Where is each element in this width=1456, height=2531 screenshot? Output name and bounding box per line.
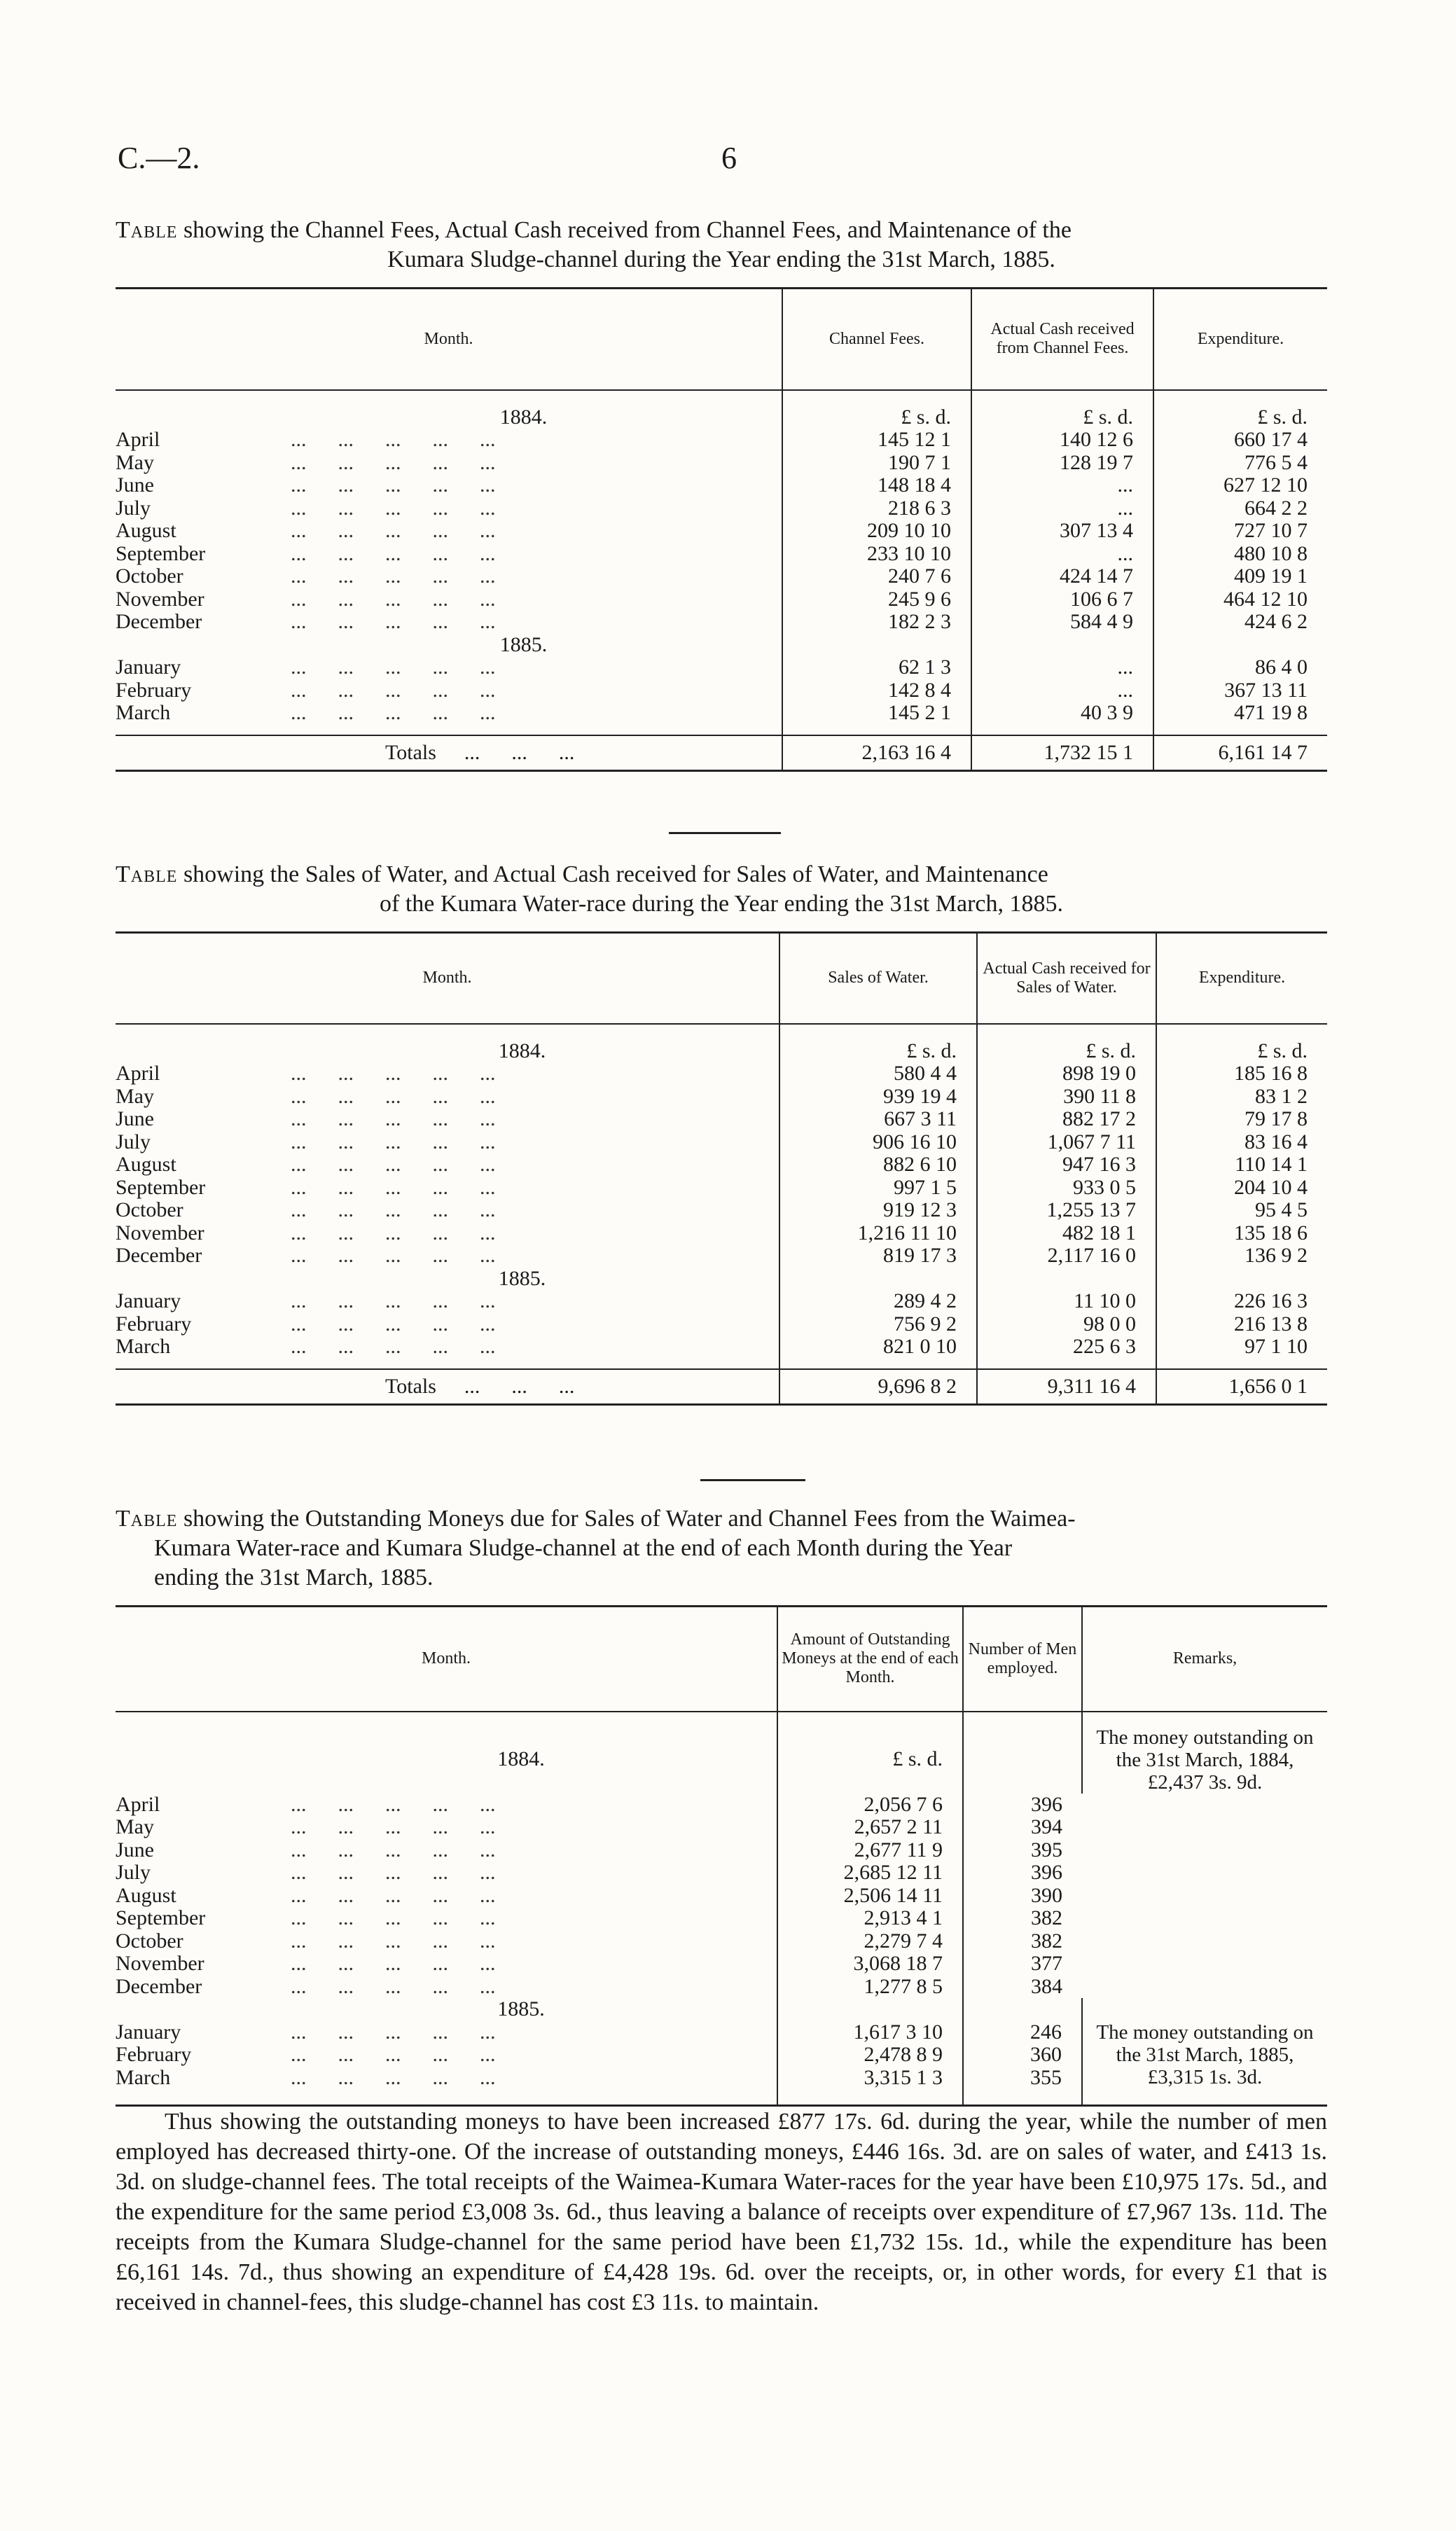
- value-cell: 947 16 3: [977, 1153, 1156, 1177]
- col-header-actual-cash: Actual Cash received for Sales of Water.: [977, 933, 1156, 1024]
- table1-title-line2: Kumara Sludge-channel during the Year ending the 31st March, 1885.: [387, 247, 1055, 272]
- month-name: September: [116, 541, 206, 565]
- table-row: [116, 1086, 1327, 1109]
- value-cell: 997 1 5: [779, 1177, 977, 1200]
- month-cell: [116, 1794, 777, 1817]
- unit-label: £ s. d.: [779, 1040, 977, 1063]
- value-cell: ...: [971, 543, 1153, 566]
- table-row: [116, 2021, 1327, 2044]
- table-row: [116, 1885, 1327, 1908]
- month-name: March: [116, 701, 171, 724]
- unit-label: £ s. d.: [777, 1726, 963, 1794]
- month-name: May: [116, 450, 154, 474]
- leader-dots: ... ... ... ... ...: [291, 1130, 496, 1153]
- value-cell: 2,506 14 11: [777, 1885, 963, 1908]
- month-cell: [116, 1907, 777, 1930]
- table1-title: [116, 216, 1327, 275]
- year-label: 1885.: [497, 1997, 545, 2020]
- value-cell: 145 12 1: [782, 429, 971, 452]
- total-actual-cash: 1,732 15 1: [971, 735, 1153, 771]
- table-row: [116, 1953, 1327, 1976]
- leader-dots: ... ... ... ... ...: [291, 1153, 496, 1176]
- value-cell: 140 12 6: [971, 429, 1153, 452]
- total-expenditure: 6,161 14 7: [1153, 735, 1327, 771]
- value-cell: 97 1 10: [1156, 1336, 1327, 1359]
- table3-title-rest: showing the Outstanding Moneys due for Sales of Water and Channel Fees from the Waimea-: [177, 1506, 1076, 1532]
- unit-label: £ s. d.: [1153, 406, 1327, 429]
- month-name: June: [116, 1838, 154, 1861]
- table-row: [116, 1062, 1327, 1086]
- total-sales-of-water: 9,696 8 2: [779, 1369, 977, 1405]
- document-code: C.—2.: [118, 141, 200, 175]
- page-number: 6: [721, 141, 737, 175]
- table-row: [116, 452, 1327, 475]
- month-cell: [116, 452, 782, 475]
- value-cell: 1,617 3 10: [777, 2021, 963, 2044]
- leader-dots: ... ... ... ... ...: [291, 519, 496, 542]
- month-cell: [116, 1861, 777, 1885]
- col-header-men-employed: Number of Men employed.: [963, 1607, 1082, 1712]
- table-row: [116, 1153, 1327, 1177]
- table-row: [116, 520, 1327, 543]
- table-row: [116, 679, 1327, 702]
- value-cell: 11 10 0: [977, 1290, 1156, 1313]
- month-name: December: [116, 610, 202, 633]
- total-expenditure: 1,656 0 1: [1156, 1369, 1327, 1405]
- value-cell: 1,255 13 7: [977, 1199, 1156, 1222]
- month-name: March: [116, 2065, 171, 2089]
- table-row: [116, 565, 1327, 588]
- col-header-expenditure: Expenditure.: [1153, 289, 1327, 390]
- value-cell: 2,117 16 0: [977, 1244, 1156, 1268]
- month-name: May: [116, 1815, 154, 1838]
- value-cell: 819 17 3: [779, 1244, 977, 1268]
- leader-dots: ... ... ... ... ...: [291, 1175, 496, 1199]
- month-cell: [116, 1086, 779, 1109]
- value-cell: 2,677 11 9: [777, 1839, 963, 1862]
- table-row: [116, 1177, 1327, 1200]
- value-cell: 225 6 3: [977, 1336, 1156, 1359]
- month-name: July: [116, 1130, 151, 1153]
- value-cell: 360: [963, 2044, 1082, 2067]
- value-cell: 756 9 2: [779, 1313, 977, 1336]
- value-cell: 83 1 2: [1156, 1086, 1327, 1109]
- value-cell: 660 17 4: [1153, 429, 1327, 452]
- value-cell: 627 12 10: [1153, 474, 1327, 497]
- value-cell: 664 2 2: [1153, 497, 1327, 520]
- table3-title: [116, 1504, 1327, 1593]
- month-cell: [116, 611, 782, 634]
- value-cell: 882 17 2: [977, 1108, 1156, 1131]
- col-header-sales-of-water: Sales of Water.: [779, 933, 977, 1024]
- leader-dots: ... ... ... ... ...: [291, 1244, 496, 1267]
- value-cell: 135 18 6: [1156, 1222, 1327, 1245]
- year-label: 1884.: [498, 1039, 546, 1062]
- month-name: January: [116, 2020, 181, 2044]
- value-cell: ...: [971, 474, 1153, 497]
- month-name: April: [116, 1792, 160, 1816]
- month-cell: [116, 1885, 777, 1908]
- table2-title: [116, 860, 1327, 919]
- value-cell: 289 4 2: [779, 1290, 977, 1313]
- month-name: July: [116, 1861, 151, 1884]
- section-divider: [700, 1479, 805, 1481]
- month-cell: [116, 1153, 779, 1177]
- value-cell: 382: [963, 1907, 1082, 1930]
- table-row: [116, 1794, 1327, 1817]
- unit-label: £ s. d.: [782, 406, 971, 429]
- leader-dots: ... ... ... ... ...: [291, 678, 496, 702]
- leader-dots: ... ... ... ... ...: [291, 1792, 496, 1816]
- value-cell: 395: [963, 1839, 1082, 1862]
- leader-dots: ... ... ... ... ...: [291, 564, 496, 588]
- month-name: June: [116, 1107, 154, 1130]
- table-row: [116, 1839, 1327, 1862]
- col-header-remarks: Remarks,: [1082, 1607, 1327, 1712]
- value-cell: 185 16 8: [1156, 1062, 1327, 1086]
- value-cell: 377: [963, 1953, 1082, 1976]
- value-cell: 390 11 8: [977, 1086, 1156, 1109]
- col-header-month: Month.: [116, 933, 779, 1024]
- value-cell: 233 10 10: [782, 543, 971, 566]
- month-cell: [116, 1199, 779, 1222]
- value-cell: 409 19 1: [1153, 565, 1327, 588]
- month-name: February: [116, 2043, 192, 2066]
- value-cell: 727 10 7: [1153, 520, 1327, 543]
- leader-dots: ... ... ... ... ...: [291, 701, 496, 724]
- table-row: [116, 1976, 1327, 1999]
- month-name: February: [116, 1312, 192, 1336]
- value-cell: 3,068 18 7: [777, 1953, 963, 1976]
- value-cell: 3,315 1 3: [777, 2067, 963, 2090]
- value-cell: 424 6 2: [1153, 611, 1327, 634]
- leader-dots: ... ... ... ... ...: [291, 473, 496, 497]
- value-cell: 190 7 1: [782, 452, 971, 475]
- value-cell: 204 10 4: [1156, 1177, 1327, 1200]
- table-row: [116, 588, 1327, 611]
- value-cell: 580 4 4: [779, 1062, 977, 1086]
- leader-dots: ... ... ... ... ...: [291, 1952, 496, 1975]
- table-row: [116, 1930, 1327, 1953]
- leader-dots: ... ... ... ... ...: [291, 450, 496, 474]
- value-cell: 240 7 6: [782, 565, 971, 588]
- month-cell: [116, 497, 782, 520]
- month-cell: [116, 1244, 779, 1268]
- summary-paragraph: Thus showing the outstanding moneys to have been increased £877 17s. 6d. during the year, while the number of men employed has decreased thirty-one. Of the increase of outstanding moneys, £446 16s. 3d. are on sales of water, and £413 1s. 3d. on sludge-channel fees. The total receipts of the Waimea-Kumara Water-races for the year have been £10,975 17s. 5d., and the expenditure for the same period £3,008 3s. 6d., thus leaving a balance of receipts over expenditure of £7,967 13s. 11d. The receipts from the Kumara Sludge-channel for the same period have been £1,732 15s. 1d., while the expenditure has been £6,161 14s. 7d., thus showing an expenditure of £4,428 19s. 6d. over the receipts, or, in other words, for every £1 that is received in channel-fees, this sludge-channel has cost £3 11s. to maintain.: [116, 2109, 1327, 2315]
- leader-dots: ... ... ... ... ...: [291, 1861, 496, 1884]
- col-header-outstanding-amount: Amount of Outstanding Moneys at the end of each Month.: [777, 1607, 963, 1712]
- table3-title-lead: Table: [116, 1506, 178, 1532]
- month-name: January: [116, 1289, 181, 1312]
- month-name: May: [116, 1084, 154, 1108]
- month-cell: [116, 2067, 777, 2090]
- outstanding-moneys-table: [116, 1605, 1327, 2107]
- table-row: [116, 1861, 1327, 1885]
- value-cell: 136 9 2: [1156, 1244, 1327, 1268]
- month-cell: [116, 1976, 777, 1999]
- month-name: October: [116, 1929, 183, 1953]
- leader-dots: ... ... ... ... ...: [291, 1062, 496, 1085]
- month-cell: [116, 1131, 779, 1154]
- month-name: July: [116, 496, 151, 520]
- remark-1885: The money outstanding on the 31st March, 1885, £3,315 1s. 3d.: [1082, 2021, 1327, 2090]
- month-cell: [116, 565, 782, 588]
- value-cell: 464 12 10: [1153, 588, 1327, 611]
- value-cell: ...: [971, 679, 1153, 702]
- value-cell: ...: [971, 497, 1153, 520]
- unit-label: £ s. d.: [971, 406, 1153, 429]
- value-cell: 396: [963, 1794, 1082, 1817]
- totals-label: Totals ... ... ...: [116, 1369, 779, 1405]
- month-name: August: [116, 519, 176, 542]
- value-cell: 2,056 7 6: [777, 1794, 963, 1817]
- month-cell: [116, 2021, 777, 2044]
- month-cell: [116, 1108, 779, 1131]
- value-cell: 110 14 1: [1156, 1153, 1327, 1177]
- month-cell: [116, 1062, 779, 1086]
- value-cell: 919 12 3: [779, 1199, 977, 1222]
- month-cell: [116, 1839, 777, 1862]
- value-cell: 148 18 4: [782, 474, 971, 497]
- total-channel-fees: 2,163 16 4: [782, 735, 971, 771]
- month-name: October: [116, 564, 183, 588]
- totals-row: [116, 1369, 1327, 1405]
- value-cell: 2,657 2 11: [777, 1816, 963, 1839]
- value-cell: 424 14 7: [971, 565, 1153, 588]
- table-row: [116, 1290, 1327, 1313]
- value-cell: 898 19 0: [977, 1062, 1156, 1086]
- value-cell: 40 3 9: [971, 702, 1153, 725]
- col-header-month: Month.: [116, 1607, 777, 1712]
- leader-dots: ... ... ... ... ...: [291, 1906, 496, 1929]
- value-cell: 79 17 8: [1156, 1108, 1327, 1131]
- table-row: [116, 611, 1327, 634]
- table-row: [116, 1131, 1327, 1154]
- value-cell: 145 2 1: [782, 702, 971, 725]
- value-cell: 209 10 10: [782, 520, 971, 543]
- month-name: February: [116, 678, 192, 702]
- leader-dots: ... ... ... ... ...: [291, 541, 496, 565]
- channel-fees-table: [116, 287, 1327, 772]
- month-cell: [116, 520, 782, 543]
- leader-dots: ... ... ... ... ...: [291, 2020, 496, 2044]
- value-cell: 821 0 10: [779, 1336, 977, 1359]
- value-cell: 226 16 3: [1156, 1290, 1327, 1313]
- col-header-actual-cash: Actual Cash received from Channel Fees.: [971, 289, 1153, 390]
- value-cell: 307 13 4: [971, 520, 1153, 543]
- totals-row: [116, 735, 1327, 771]
- month-cell: [116, 702, 782, 725]
- value-cell: 906 16 10: [779, 1131, 977, 1154]
- table-row: [116, 1108, 1327, 1131]
- leader-dots: ... ... ... ... ...: [291, 1929, 496, 1953]
- month-name: January: [116, 656, 181, 679]
- value-cell: 128 19 7: [971, 452, 1153, 475]
- total-actual-cash: 9,311 16 4: [977, 1369, 1156, 1405]
- leader-dots: ... ... ... ... ...: [291, 2043, 496, 2066]
- table-row: [116, 1222, 1327, 1245]
- month-cell: [116, 2044, 777, 2067]
- table-row: [116, 497, 1327, 520]
- month-name: September: [116, 1175, 206, 1199]
- value-cell: 62 1 3: [782, 656, 971, 679]
- table-row: [116, 702, 1327, 725]
- value-cell: 2,279 7 4: [777, 1930, 963, 1953]
- leader-dots: ... ... ... ... ...: [291, 1838, 496, 1861]
- value-cell: 382: [963, 1930, 1082, 1953]
- year-label: 1884.: [497, 1747, 545, 1771]
- table-row: [116, 1336, 1327, 1359]
- leader-dots: ... ... ... ... ...: [291, 2065, 496, 2089]
- leader-dots: ... ... ... ... ...: [291, 610, 496, 633]
- month-cell: [116, 1336, 779, 1359]
- table1-title-lead: Table: [116, 217, 178, 243]
- value-cell: 2,478 8 9: [777, 2044, 963, 2067]
- month-name: April: [116, 1062, 160, 1085]
- month-name: March: [116, 1335, 171, 1358]
- leader-dots: ... ... ... ... ...: [291, 1084, 496, 1108]
- month-name: October: [116, 1198, 183, 1221]
- col-header-channel-fees: Channel Fees.: [782, 289, 971, 390]
- month-name: December: [116, 1974, 202, 1998]
- leader-dots: ... ... ... ... ...: [291, 1974, 496, 1998]
- value-cell: 394: [963, 1816, 1082, 1839]
- col-header-expenditure: Expenditure.: [1156, 933, 1327, 1024]
- month-cell: [116, 1313, 779, 1336]
- table1-title-rest: showing the Channel Fees, Actual Cash received from Channel Fees, and Maintenance of the: [177, 217, 1072, 243]
- year-label: 1885.: [499, 632, 548, 656]
- value-cell: 98 0 0: [977, 1313, 1156, 1336]
- value-cell: 245 9 6: [782, 588, 971, 611]
- month-cell: [116, 656, 782, 679]
- month-cell: [116, 1816, 777, 1839]
- year-label: 1885.: [498, 1266, 546, 1290]
- section-divider: [669, 832, 781, 834]
- leader-dots: ... ... ... ... ...: [291, 656, 496, 679]
- month-cell: [116, 1953, 777, 1976]
- unit-label: £ s. d.: [1156, 1040, 1327, 1063]
- month-name: September: [116, 1906, 206, 1929]
- value-cell: 1,216 11 10: [779, 1222, 977, 1245]
- col-header-month: Month.: [116, 289, 782, 390]
- table-row: [116, 543, 1327, 566]
- month-cell: [116, 1222, 779, 1245]
- leader-dots: ... ... ... ... ...: [291, 1107, 496, 1130]
- month-cell: [116, 1930, 777, 1953]
- month-cell: [116, 588, 782, 611]
- month-cell: [116, 1290, 779, 1313]
- month-cell: [116, 679, 782, 702]
- value-cell: 216 13 8: [1156, 1313, 1327, 1336]
- value-cell: 83 16 4: [1156, 1131, 1327, 1154]
- table-row: [116, 656, 1327, 679]
- value-cell: 218 6 3: [782, 497, 971, 520]
- leader-dots: ... ... ... ... ...: [291, 587, 496, 611]
- month-name: August: [116, 1883, 176, 1907]
- table3-title-line2: Kumara Water-race and Kumara Sludge-channel at the end of each Month during the Year: [154, 1535, 1013, 1561]
- month-name: August: [116, 1153, 176, 1176]
- value-cell: 776 5 4: [1153, 452, 1327, 475]
- month-name: December: [116, 1244, 202, 1267]
- value-cell: 482 18 1: [977, 1222, 1156, 1245]
- table-row: [116, 429, 1327, 452]
- month-cell: [116, 429, 782, 452]
- table-row: [116, 1199, 1327, 1222]
- table-row: [116, 1313, 1327, 1336]
- value-cell: 1,067 7 11: [977, 1131, 1156, 1154]
- leader-dots: ... ... ... ... ...: [291, 1883, 496, 1907]
- value-cell: 86 4 0: [1153, 656, 1327, 679]
- leader-dots: ... ... ... ... ...: [291, 1815, 496, 1838]
- month-name: April: [116, 428, 160, 451]
- value-cell: 367 13 11: [1153, 679, 1327, 702]
- value-cell: 584 4 9: [971, 611, 1153, 634]
- value-cell: 95 4 5: [1156, 1199, 1327, 1222]
- table-row: [116, 474, 1327, 497]
- month-name: November: [116, 1952, 204, 1975]
- table2-title-lead: Table: [116, 861, 178, 887]
- table3-title-line3: ending the 31st March, 1885.: [154, 1565, 434, 1590]
- leader-dots: ... ... ... ... ...: [291, 496, 496, 520]
- year-label: 1884.: [499, 405, 548, 429]
- leader-dots: ... ... ... ... ...: [291, 428, 496, 451]
- value-cell: 2,913 4 1: [777, 1907, 963, 1930]
- value-cell: 384: [963, 1976, 1082, 1999]
- leader-dots: ... ... ... ... ...: [291, 1335, 496, 1358]
- value-cell: 2,685 12 11: [777, 1861, 963, 1885]
- value-cell: 933 0 5: [977, 1177, 1156, 1200]
- totals-label: Totals ... ... ...: [116, 735, 782, 771]
- value-cell: 355: [963, 2067, 1082, 2090]
- table-row: [116, 1244, 1327, 1268]
- value-cell: 106 6 7: [971, 588, 1153, 611]
- value-cell: 396: [963, 1861, 1082, 1885]
- value-cell: 246: [963, 2021, 1082, 2044]
- unit-label: £ s. d.: [977, 1040, 1156, 1063]
- month-cell: [116, 543, 782, 566]
- leader-dots: ... ... ... ... ...: [291, 1198, 496, 1221]
- value-cell: 939 19 4: [779, 1086, 977, 1109]
- table2-title-rest: showing the Sales of Water, and Actual Cash received for Sales of Water, and Maintenance: [177, 861, 1048, 887]
- leader-dots: ... ... ... ... ...: [291, 1312, 496, 1336]
- month-cell: [116, 1177, 779, 1200]
- month-name: November: [116, 1221, 204, 1244]
- leader-dots: ... ... ... ... ...: [291, 1289, 496, 1312]
- table2-title-line2: of the Kumara Water-race during the Year ending the 31st March, 1885.: [380, 891, 1063, 917]
- value-cell: 667 3 11: [779, 1108, 977, 1131]
- month-name: November: [116, 587, 204, 611]
- table-row: [116, 1816, 1327, 1839]
- remark-1884: The money outstanding on the 31st March, 1884, £2,437 3s. 9d.: [1082, 1726, 1327, 1794]
- value-cell: 882 6 10: [779, 1153, 977, 1177]
- value-cell: 182 2 3: [782, 611, 971, 634]
- value-cell: 390: [963, 1885, 1082, 1908]
- value-cell: 471 19 8: [1153, 702, 1327, 725]
- table-row: [116, 1907, 1327, 1930]
- sales-of-water-table: [116, 931, 1327, 1406]
- month-name: June: [116, 473, 154, 497]
- value-cell: 480 10 8: [1153, 543, 1327, 566]
- value-cell: 142 8 4: [782, 679, 971, 702]
- month-cell: [116, 474, 782, 497]
- value-cell: 1,277 8 5: [777, 1976, 963, 1999]
- leader-dots: ... ... ... ... ...: [291, 1221, 496, 1244]
- value-cell: ...: [971, 656, 1153, 679]
